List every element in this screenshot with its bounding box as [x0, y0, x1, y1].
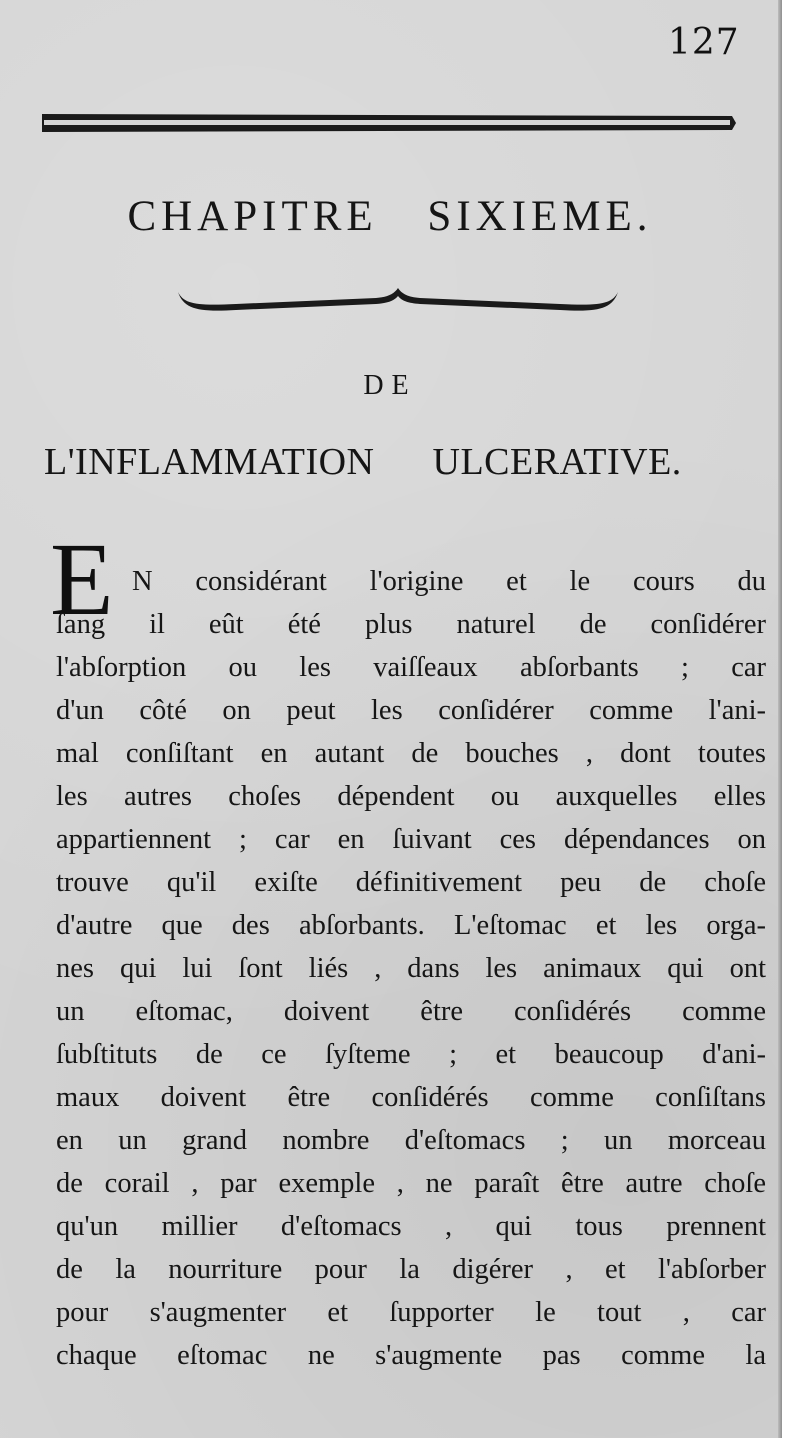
text-line: chaque eſtomac ne s'augmente pas comme la	[56, 1340, 766, 1371]
text-line: un eſtomac, doivent être conſidérés comme	[56, 996, 766, 1027]
text-line: de la nourriture pour la digérer , et l'abſorber	[56, 1254, 766, 1285]
text-line: ſang il eût été plus naturel de conſidérer	[56, 609, 766, 640]
section-subject: L'INFLAMMATION ULCERATIVE.	[44, 441, 682, 483]
chapter-title: CHAPITRE SIXIEME.	[127, 193, 653, 240]
section-heading-de: DE	[363, 370, 417, 401]
double-rule-ornament	[42, 110, 736, 136]
text-line: d'un côté on peut les conſidérer comme l'ani-	[56, 695, 766, 726]
drop-cap: E	[50, 522, 114, 637]
body-text	[56, 560, 766, 1377]
page-edge-shadow	[778, 0, 782, 1438]
text-line: appartiennent ; car en ſuivant ces dépendances on	[56, 824, 766, 855]
text-line: pour s'augmenter et ſupporter le tout , car	[56, 1297, 766, 1328]
text-line: d'autre que des abſorbants. L'eſtomac et les orga-	[56, 910, 766, 941]
text-line: les autres choſes dépendent ou auxquelles elles	[56, 781, 766, 812]
text-line: ſubſtituts de ce ſyſteme ; et beaucoup d'ani-	[56, 1039, 766, 1070]
brace-ornament	[176, 286, 620, 314]
text-line: qu'un millier d'eſtomacs , qui tous prennent	[56, 1211, 766, 1242]
text-line: maux doivent être conſidérés comme conſiſtans	[56, 1082, 766, 1113]
text-line: N considérant l'origine et le cours du	[132, 566, 766, 597]
text-line: nes qui lui ſont liés , dans les animaux qui ont	[56, 953, 766, 984]
text-line: mal conſiſtant en autant de bouches , dont toutes	[56, 738, 766, 769]
text-line: en un grand nombre d'eſtomacs ; un morceau	[56, 1125, 766, 1156]
text-line: l'abſorption ou les vaiſſeaux abſorbants ; car	[56, 652, 766, 683]
text-line: trouve qu'il exiſte définitivement peu de choſe	[56, 867, 766, 898]
page-number: 127	[668, 22, 740, 63]
text-line: de corail , par exemple , ne paraît être autre choſe	[56, 1168, 766, 1199]
